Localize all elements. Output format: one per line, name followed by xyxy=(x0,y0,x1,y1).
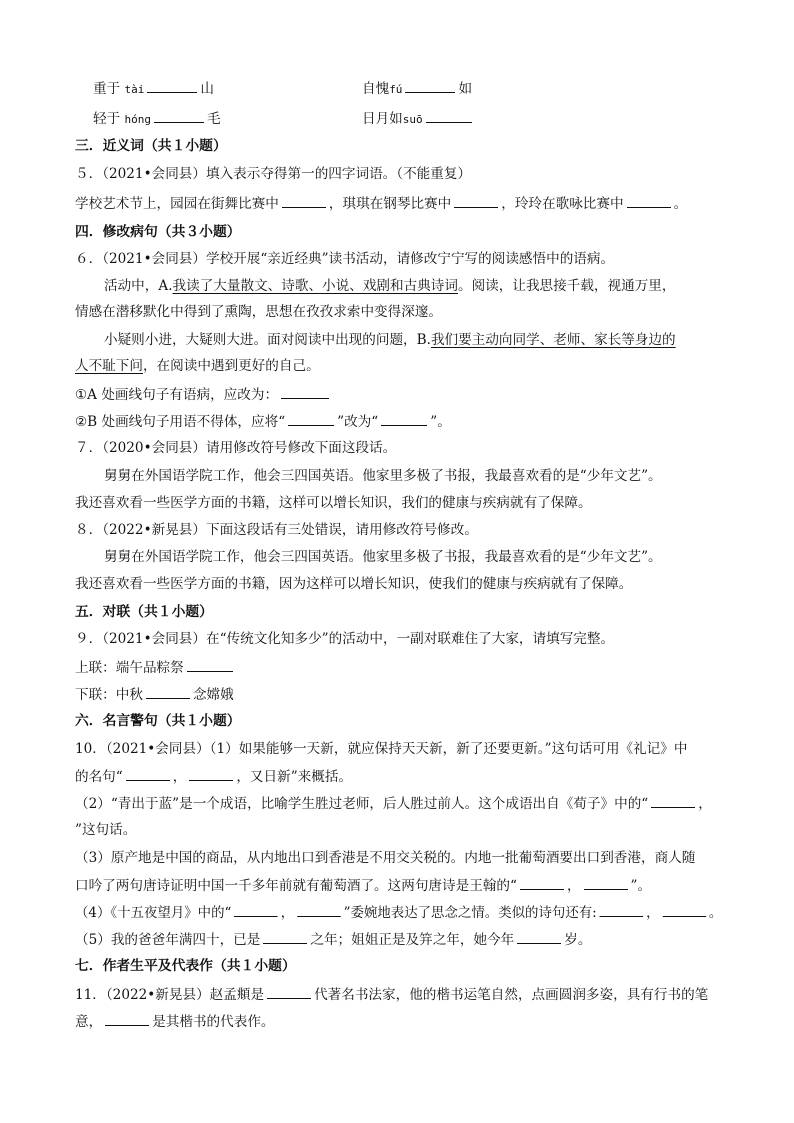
paragraph-line: 我还喜欢看一些医学方面的书籍，这样可以增长知识，我们的健康与疾病就有了保障。 xyxy=(75,495,592,511)
paragraph-line: （4）《十五夜望月》中的“ ， ”委婉地表达了思念之情。类似的诗句还有: ， 。 xyxy=(75,902,722,923)
underlined-sentence: 我们要主动向同学、老师、家长等身边的 xyxy=(430,332,676,348)
section-heading: 五．对联（共１小题） xyxy=(75,604,213,620)
paragraph-line: 我还喜欢看一些医学方面的书籍，因为这样可以增长知识，使我们的健康与疾病就有了保障。 xyxy=(75,576,633,592)
answer-blank[interactable] xyxy=(105,1011,149,1026)
question-stem: ６．（2021•会同县）学校开展“亲近经典”读书活动，请修改宁宁写的阅读感悟中的语病。 xyxy=(75,251,615,267)
answer-blank[interactable] xyxy=(281,384,329,399)
paragraph-line: （5）我的爸爸年满四十，已是 之年；姐姐正是及笄之年，她今年 岁。 xyxy=(75,929,591,950)
answer-blank[interactable] xyxy=(627,193,671,208)
answer-blank[interactable] xyxy=(584,875,628,890)
answer-blank[interactable] xyxy=(146,684,190,699)
paragraph-line: 意， 是其楷书的代表作。 xyxy=(75,1011,275,1032)
answer-blank[interactable] xyxy=(154,108,204,123)
pinyin-text: fú xyxy=(389,83,403,96)
paragraph-line: （3）原产地是中国的商品，从内地出口到香港是不用交关税的。内地一批葡萄酒要出口到香港，商人随 xyxy=(75,850,696,866)
pinyin-pre: 日月如 xyxy=(362,111,403,127)
paragraph-line: 口吟了两句唐诗证明中国一千多年前就有葡萄酒了。这两句唐诗是王翰的“ ， ”。 xyxy=(75,875,651,896)
answer-blank[interactable] xyxy=(297,902,340,917)
answer-blank[interactable] xyxy=(454,193,498,208)
sub-question: ①A 处画线句子有语病，应改为： xyxy=(75,384,332,405)
answer-blank[interactable] xyxy=(381,411,427,426)
section-heading: 六．名言警句（共１小题） xyxy=(75,713,241,729)
answer-blank[interactable] xyxy=(600,902,643,917)
answer-blank[interactable] xyxy=(517,929,561,944)
pinyin-pre: 轻于 xyxy=(93,111,125,127)
couplet-line: 下联：中秋 念嫦娥 xyxy=(75,684,234,705)
answer-blank[interactable] xyxy=(288,411,334,426)
paragraph-line: 的名句“ ， ，又日新”来概括。 xyxy=(75,766,352,787)
answer-blank[interactable] xyxy=(126,766,170,781)
answer-blank[interactable] xyxy=(405,78,455,93)
pinyin-text: suō xyxy=(402,113,423,126)
pinyin-text: hóng xyxy=(124,113,152,126)
paragraph-line: 小疑则小进，大疑则大进。面对阅读中出现的问题，B.我们要主动向同学、老师、家长等身边的 xyxy=(104,332,676,348)
answer-blank[interactable] xyxy=(189,766,233,781)
pinyin-pre: 自愧 xyxy=(362,81,390,97)
pinyin-item xyxy=(93,108,221,130)
question-stem: ８．（2022•新晃县）下面这段话有三处错误，请用修改符号修改。 xyxy=(75,522,478,538)
answer-blank[interactable] xyxy=(662,902,705,917)
answer-blank[interactable] xyxy=(267,984,311,999)
answer-blank[interactable] xyxy=(651,793,695,808)
pinyin-post: 如 xyxy=(458,81,473,97)
paragraph-line: 情感在潜移默化中得到了熏陶，思想在孜孜求索中变得深邃。 xyxy=(75,304,443,320)
section-heading: 七．作者生平及代表作（共１小题） xyxy=(75,958,296,974)
paragraph-line: ”这句话。 xyxy=(75,822,137,838)
paragraph-line: 10．（2021•会同县）（1）如果能够一天新，就应保持天天新，新了还要更新。”这句话可用《礼记》中 xyxy=(75,741,688,757)
pinyin-post: 山 xyxy=(200,81,214,97)
paragraph-line: 人不耻下问，在阅读中遇到更好的自己。 xyxy=(75,358,320,374)
question-stem: ７．（2020•会同县）请用修改符号修改下面这段话。 xyxy=(75,440,397,456)
answer-blank[interactable] xyxy=(520,875,564,890)
question-stem: ９．（2021•会同县）在“传统文化知多少”的活动中，一副对联难住了大家，请填写完整。 xyxy=(75,631,615,647)
sub-question: ②B 处画线句子用语不得体，应将“ ”改为“ ”。 xyxy=(75,411,451,432)
paragraph-line: （2）“青出于蓝”是一个成语，比喻学生胜过老师，后人胜过前人。这个成语出自《荀子》中的“ ， xyxy=(75,793,712,814)
answer-blank[interactable] xyxy=(147,78,197,93)
pinyin-item xyxy=(93,78,214,100)
question-line: 学校艺术节上，园园在街舞比赛中 ，琪琪在钢琴比赛中 ，玲玲在歌咏比赛中 。 xyxy=(75,193,687,214)
pinyin-item xyxy=(362,78,472,100)
paragraph-line: 活动中，A.我读了大量散文、诗歌、小说、戏剧和古典诗词。阅读，让我思接千载，视通万里， xyxy=(104,278,676,294)
answer-blank[interactable] xyxy=(263,929,307,944)
pinyin-post: 毛 xyxy=(207,111,221,127)
pinyin-text: tài xyxy=(124,83,145,96)
couplet-line: 上联：端午品粽祭 xyxy=(75,657,236,678)
answer-blank[interactable] xyxy=(426,108,472,123)
question-stem: ５．（2021•会同县）填入表示夺得第一的四字词语。（不能重复） xyxy=(75,166,472,182)
paragraph-line: 舅舅在外国语学院工作，他会三四国英语。他家里多极了书报，我最喜欢看的是“少年文艺”。 xyxy=(104,549,662,565)
section-heading: 三．近义词（共１小题） xyxy=(75,138,227,154)
pinyin-pre: 重于 xyxy=(93,81,125,97)
underlined-sentence: 人不耻下问 xyxy=(75,358,143,374)
section-heading: 四．修改病句（共３小题） xyxy=(75,224,241,240)
answer-blank[interactable] xyxy=(234,902,277,917)
paragraph-line: 11．（2022•新晃县）赵孟頫是 代著名书法家，他的楷书运笔自然，点画圆润多姿，具有行书的笔 xyxy=(75,984,708,1005)
underlined-sentence: 我读了大量散文、诗歌、小说、戏剧和古典诗词 xyxy=(172,278,458,294)
answer-blank[interactable] xyxy=(282,193,326,208)
answer-blank[interactable] xyxy=(187,657,233,672)
paragraph-line: 舅舅在外国语学院工作，他会三四国英语。他家里多极了书报，我最喜欢看的是“少年文艺”。 xyxy=(104,468,662,484)
pinyin-item xyxy=(362,108,475,130)
